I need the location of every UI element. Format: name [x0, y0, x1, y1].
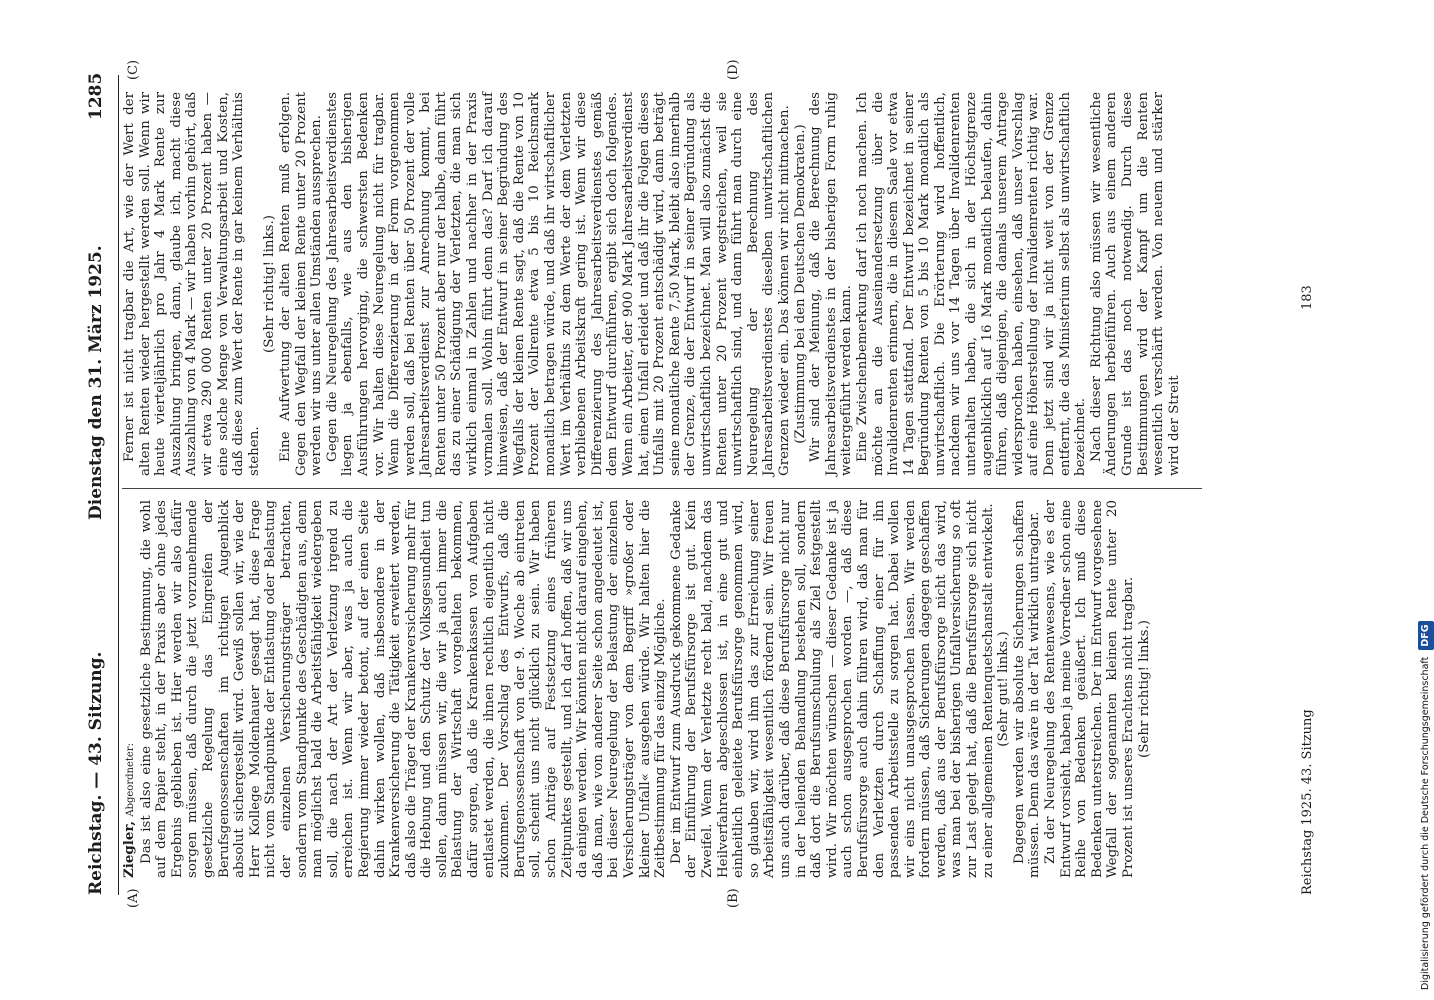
speaker-name: Ziegler, — [121, 820, 137, 878]
left-reaction-2: (Sehr richtig! links.) — [1136, 620, 1152, 758]
margin-letter-a: (A) — [126, 888, 141, 908]
speaker-role: Abgeordneter: — [125, 743, 136, 817]
left-paragraph-3: Dagegen werden wir absolute Sicherungen schaffen müssen. Denn das wäre in der Tat wirklich untragbar. — [1011, 500, 1043, 878]
right-paragraph-1: Ferner ist nicht tragbar die Art, wie der Wert der alten Renten wieder hergestellt werden soll. Wenn wir heute vierteljährlich pro Jahr 4 Mark Rente zur Auszahlung bringen, dann, glaube ich, macht diese Auszahlung von 4 Mark — wir haben vorhin gehört, daß wir etwa 290 000 Renten unter 20 Prozent haben — eine solche Menge von Verwaltungsarbeit und Kosten, daß diese zum Wert der Rente in gar keinem Verhältnis stehen. — [122, 92, 262, 476]
dfg-logo: DFG — [1418, 621, 1434, 649]
header-date: Dienstag den 31. März 1925. — [86, 245, 106, 520]
header-left: Reichstag. — 43. Sitzung. — [86, 651, 106, 895]
dfg-credit-text: Digitalisierung gefördert durch die Deutsche Forschungsgemeinschaft — [1420, 656, 1431, 990]
right-column — [122, 92, 1182, 476]
left-column — [122, 500, 1152, 878]
right-paragraph-2: Eine Aufwertung der alten Renten muß erfolgen. Gegen den Wegfall der kleinen Rente unter 20 Prozent werden wir uns unter allen Umständen aussprechen. — [277, 92, 325, 476]
left-paragraph-4: Zu der Neuregelung des Rentenwesens, wie es der Entwurf vorsieht, haben ja meine Vorredner schon eine Reihe von Bedenken geäußert. Ich muß diese Bedenken unterstreichen. Der im Entwurf vorgesehene Wegfall der sogenannten kleinen Rente unter 20 Prozent ist unseres Erachtens nicht tragbar. — [1043, 500, 1136, 878]
column-divider — [122, 488, 1202, 489]
footer-left: Reichstag 1925. 43. Sitzung — [1300, 709, 1315, 895]
left-reaction-1: (Sehr gut! links.) — [996, 631, 1012, 747]
left-paragraph-2: Der im Entwurf zum Ausdruck gekommene Gedanke der Einführung der Berufsfürsorge ist gut. Kein Zweifel. Wenn der Verletzte recht bald, nachdem das Heilverfahren abgeschlossen ist, in eine gut und einheitlich geleitete Berufsfürsorge genommen wird, so glauben wir, wird ihm das zur Erreichung seiner Arbeitsfähigkeit wesentlich fördernd sein. Wir freuen uns auch darüber, daß diese Berufsfürsorge nicht nur in der heilenden Behandlung bestehen soll, sondern daß dort die Berufsumschulung als Ziel festgestellt wird. Wir möchten wünschen — dieser Gedanke ist ja auch schon ausgesprochen worden —, daß diese Berufsfürsorge auch dahin führen wird, daß man für den Verletzten durch Schaffung einer für ihn passenden Arbeitsstelle zu sorgen hat. Dabei wollen wir eins nicht unausgesprochen lassen. Wir werden fordern müssen, daß Sicherungen dagegen geschaffen werden, daß aus der Berufsfürsorge nicht das wird, was man bei der bisherigen Unfallversicherung so oft zur Last gelegt hat, daß die Berufsfürsorge sich nicht zu einer allgemeinen Rentenquetschanstalt entwickelt. — [668, 500, 996, 878]
margin-letter-d: (D) — [726, 59, 741, 80]
margin-letter-c: (C) — [126, 59, 141, 80]
right-paragraph-6: Nach dieser Richtung also müssen wir wesentliche Änderungen herbeiführen. Auch aus einem anderen Grunde ist das noch notwendig. Durch diese Bestimmungen wird der Kampf um die Renten wesentlich verschärft werden. Von neuem und stärker wird der Streit — [1088, 92, 1182, 476]
margin-letter-b: (B) — [726, 888, 741, 908]
right-paragraph-4: Wir sind der Meinung, daß die Berechnung des Jahresarbeitsverdienstes in der bisherigen Form ruhig weitergeführt werden kann. — [808, 92, 855, 476]
page-number: 1285 — [86, 72, 106, 120]
speaker-line — [122, 500, 139, 878]
header-rule — [118, 75, 119, 895]
right-paragraph-5: Eine Zwischenbemerkung darf ich noch machen. Ich möchte an die Auseinandersetzung über die Invalidenrenten erinnern, die in diesem Saale vor etwa 14 Tagen stattfand. Der Entwurf bezeichnet in seiner Begründung Renten von 5 bis 10 Mark monatlich als unwirtschaftlich. Die Erörterung wird hoffentlich, nachdem wir uns vor 14 Tagen über Invalidenrenten unterhalten haben, die sich in der Höchstgrenze augenblicklich auf 16 Mark monatlich belaufen, dahin führen, daß diejenigen, die damals unserem Antrage widersprochen haben, einsehen, daß unser Vorschlag auf eine Höherstellung der Invalidenrenten richtig war. Denn jetzt sind wir ja nicht weit von der Grenze entfernt, die das Ministerium selbst als unwirtschaftlich bezeichnet. — [854, 92, 1089, 476]
right-paragraph-3: Gegen die Neuregelung des Jahresarbeitsverdienstes liegen ja ebenfalls, wie aus den bisherigen Ausführungen hervorging, die schwersten Bedenken vor. Wir halten diese Neuregelung nicht für tragbar. Wenn die Differenzierung in der Form vorgenommen werden soll, daß bei Renten über 50 Prozent der volle Jahresarbeitsverdienst zur Anrechnung kommt, bei Renten unter 50 Prozent aber nur der halbe, dann führt das zu einer Schädigung der Verletzten, die man sich wirklich einmal in Zahlen und nachher in der Praxis vormalen soll. Wohin führt denn das? Darf ich darauf hinweisen, daß der Entwurf in seiner Begründung des Wegfalls der kleinen Rente sagt, daß die Rente von 10 Prozent der Vollrente etwa 5 bis 10 Reichsmark monatlich betragen würde, und daß ihr wirtschaftlicher Wert im Verhältnis zu dem Werte der dem Verletzten verbliebenen Arbeitskraft gering ist. Wenn wir diese Differenzierung des Jahresarbeitsverdienstes gemäß dem Entwurf durchführen, ergibt sich doch folgendes. Wenn ein Arbeiter, der 900 Mark Jahresarbeitsverdienst hat, einen Unfall erleidet und daß ihr die Folgen dieses Unfalls mit 20 Prozent entschädigt wird, dann beträgt seine monatliche Rente 7,50 Mark, bleibt also innerhalb der Grenze, die der Entwurf in seiner Begründung als unwirtschaftlich bezeichnet. Man will also zunächst die Renten unter 20 Prozent wegstreichen, weil sie unwirtschaftlich sind, und dann führt man durch eine Neuregelung der Berechnung des Jahresarbeitsverdienstes dieselben unwirtschaftlichen Grenzen wieder ein. Das können wir nicht mitmachen. — [324, 92, 792, 476]
dfg-credit-text-wrap — [1418, 10, 1434, 990]
left-paragraph-1: Das ist also eine gesetzliche Bestimmung, die wohl auf dem Papier steht, in der Praxis aber ohne jedes Ergebnis geblieben ist. Hier werden wir also dafür sorgen müssen, daß durch die jetzt vorzunehmende gesetzliche Regelung das Eingreifen der Berufsgenossenschaften im richtigen Augenblick absolut sichergestellt wird. Gewiß sollen wir, wie der Herr Kollege Moldenhauer gesagt hat, diese Frage nicht vom Standpunkte der Entlastung oder Belastung der einzelnen Versicherungsträger betrachten, sondern vom Standpunkte des Geschädigten aus, denn man möglichst bald die Arbeitsfähigkeit wiedergeben soll, die nach der Art der Verletzung irgend zu erreichen ist. Wenn wir aber, was ja auch die Regierung immer wieder betont, auf der einen Seite dahin wirken wollen, daß insbesondere in der Krankenversicherung die Tätigkeit erweitert werden, daß also die Träger der Krankenversicherung mehr für die Hebung und den Schutz der Volksgesundheit tun sollen, dann müssen wir, die wir ja auch immer die Belastung der Wirtschaft vorgehalten bekommen, dafür sorgen, daß die Krankenkassen von Aufgaben entlastet werden, die ihnen rechtlich eigentlich nicht zukommen. Der Vorschlag des Entwurfs, daß die Berufsgenossenschaft von der 9. Woche ab eintreten soll, scheint uns nicht glücklich zu sein. Wir haben schon Anträge auf Festsetzung eines früheren Zeitpunktes gestellt, und ich darf hoffen, daß wir uns da einigen werden. Wir könnten nicht darauf eingehen, daß man, wie von anderer Seite schon angedeutet ist, bei dieser Neuregelung der Belastung der einzelnen Versicherungsträger von dem Begriff »großer oder kleiner Unfall« ausgehen würde. Wir halten hier die Zeitbestimmung für das einzig Mögliche. — [138, 500, 669, 878]
right-reaction-2: (Zustimmung bei den Deutschen Demokraten.) — [792, 124, 808, 444]
footer-signature: 183 — [1300, 285, 1315, 310]
dfg-credit — [1418, 10, 1434, 990]
right-reaction-1: (Sehr richtig! links.) — [262, 215, 278, 353]
